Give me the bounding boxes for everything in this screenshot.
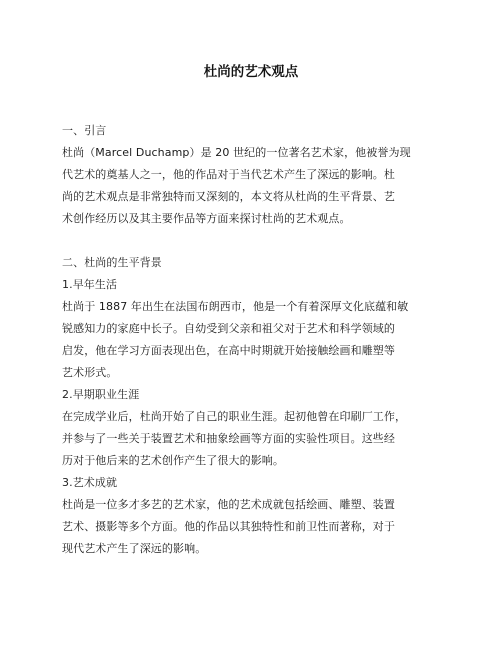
section-gap [62, 230, 442, 252]
early-career-line: 并参与了一些关于装置艺术和抽象绘画等方面的实验性项目。这些经 [62, 432, 395, 445]
achievements-line: 现代艺术产生了深远的影响。 [62, 542, 207, 555]
document-body [62, 120, 442, 560]
document-title: 杜尚的艺术观点 [203, 64, 299, 80]
intro-line: 尚的艺术观点是非常独特而又深刻的，本文将从杜尚的生平背景、艺 [62, 190, 395, 203]
early-life-line: 启发，他在学习方面表现出色，在高中时期就开始接触绘画和雕塑等 [62, 344, 395, 357]
early-life-line: 杜尚于 1887 年出生在法国布朗西市，他是一个有着深厚文化底蕴和敏 [62, 300, 409, 313]
intro-line: 杜尚（Marcel Duchamp）是 20 世纪的一位著名艺术家，他被誉为现 [62, 146, 411, 159]
achievements-line: 杜尚是一位多才多艺的艺术家，他的艺术成就包括绘画、雕塑、装置 [62, 498, 395, 511]
section-heading-intro: 一、引言 [62, 124, 107, 137]
subsection-heading-early-life: 1.早年生活 [62, 278, 118, 291]
intro-line: 代艺术的奠基人之一，他的作品对于当代艺术产生了深远的影响。杜 [62, 168, 395, 181]
early-life-line: 艺术形式。 [62, 366, 118, 379]
early-life-line: 锐感知力的家庭中长子。自幼受到父亲和祖父对于艺术和科学领域的 [62, 322, 395, 335]
achievements-line: 艺术、摄影等多个方面。他的作品以其独特性和前卫性而著称，对于 [62, 520, 395, 533]
early-career-line: 在完成学业后，杜尚开始了自己的职业生涯。起初他曾在印刷厂工作， [62, 410, 407, 423]
intro-line: 术创作经历以及其主要作品等方面来探讨杜尚的艺术观点。 [62, 212, 351, 225]
early-career-line: 历对于他后来的艺术创作产生了很大的影响。 [62, 454, 284, 467]
section-heading-background: 二、杜尚的生平背景 [62, 256, 162, 269]
subsection-heading-achievements: 3.艺术成就 [62, 476, 118, 489]
subsection-heading-early-career: 2.早期职业生涯 [62, 388, 140, 401]
